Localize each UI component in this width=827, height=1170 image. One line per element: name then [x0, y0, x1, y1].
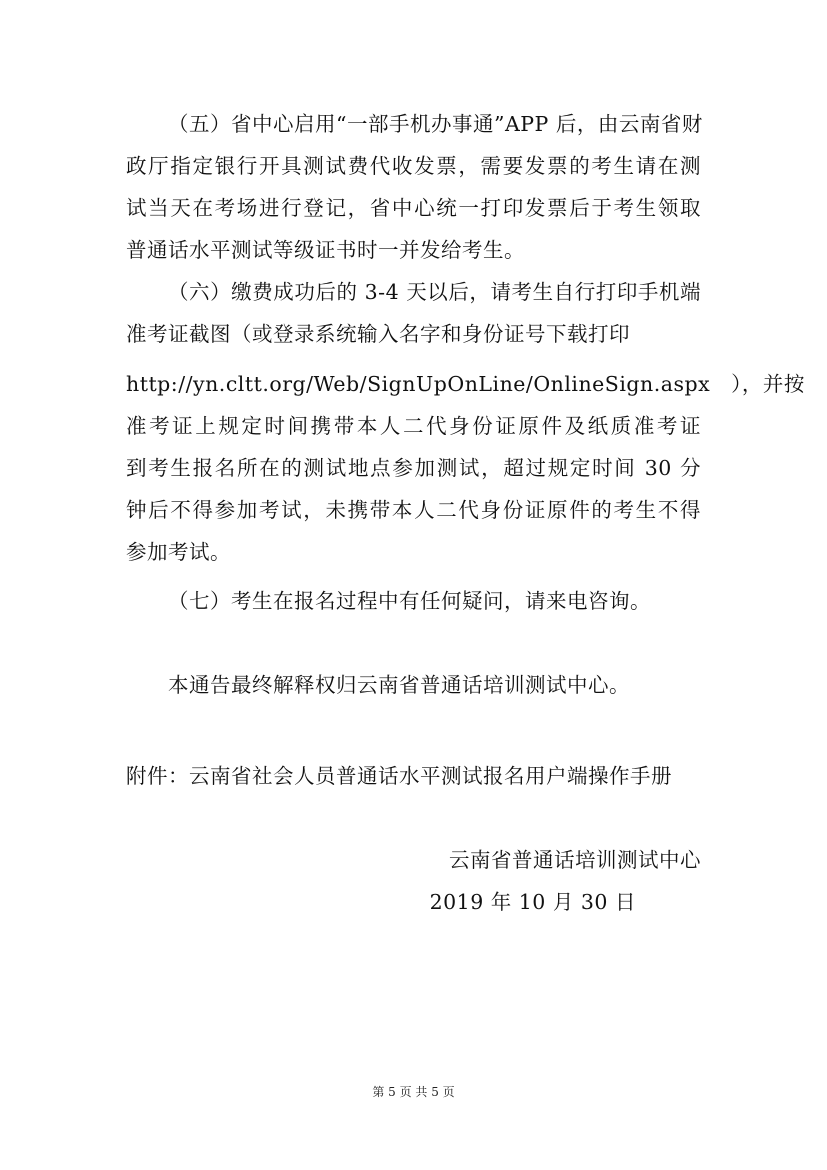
paragraph-6-line-6: 钟后不得参加考试，未携带本人二代身份证原件的考生不得	[126, 498, 701, 522]
paragraph-6-line-5: 到考生报名所在的测试地点参加测试，超过规定时间 30 分	[126, 456, 701, 480]
paragraph-6-line-7: 参加考试。	[126, 540, 231, 564]
paragraph-5-line-1: （五）省中心启用“一部手机办事通”APP 后，由云南省财	[168, 112, 703, 136]
paragraph-7: （七）考生在报名过程中有任何疑问，请来电咨询。	[168, 589, 651, 613]
paragraph-6-line-2: 准考证截图（或登录系统输入名字和身份证号下载打印	[126, 322, 630, 346]
paragraph-5-line-2: 政厅指定银行开具测试费代收发票，需要发票的考生请在测	[126, 154, 701, 178]
paragraph-6-line-4: 准考证上规定时间携带本人二代身份证原件及纸质准考证	[126, 414, 701, 438]
paragraph-6-line-1: （六）缴费成功后的 3-4 天以后，请考生自行打印手机端	[168, 280, 701, 304]
signature-organization: 云南省普通话培训测试中心	[449, 848, 701, 872]
paragraph-5-line-4: 普通话水平测试等级证书时一并发给考生。	[126, 238, 525, 262]
signature-date: 2019 年 10 月 30 日	[429, 890, 636, 914]
page-footer: 第 5 页 共 5 页	[372, 1085, 455, 1099]
attachment-line: 附件：云南省社会人员普通话水平测试报名用户端操作手册	[126, 764, 672, 788]
paragraph-6-line-3-url: http://yn.cltt.org/Web/SignUpOnLine/OnlineSign.aspx ），并按	[126, 372, 805, 396]
paragraph-5-line-3: 试当天在考场进行登记，省中心统一打印发票后于考生领取	[126, 196, 701, 220]
final-interpretation-notice: 本通告最终解释权归云南省普通话培训测试中心。	[168, 673, 630, 697]
